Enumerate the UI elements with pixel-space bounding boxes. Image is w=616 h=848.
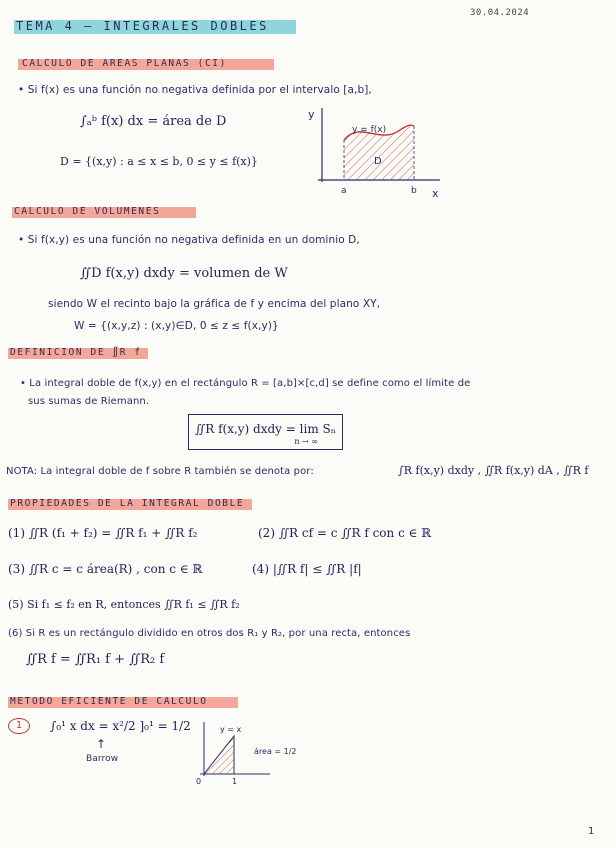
text-line: siendo W el recinto bajo la gráfica de f y encima del plano XY,: [48, 298, 381, 310]
example-integral: ∫₀¹ x dx = x²/2 ]₀¹ = 1/2: [50, 719, 191, 733]
property-6-formula: ∬R f = ∬R₁ f + ∬R₂ f: [26, 652, 165, 667]
section-heading-method: METODO EFICIENTE DE CALCULO: [10, 696, 208, 707]
property-4: (4) |∬R f| ≤ ∬R |f|: [252, 562, 362, 576]
barrow-label: Barrow: [86, 754, 119, 764]
property-3: (3) ∬R c = c área(R) , con c ∈ ℝ: [8, 562, 203, 576]
date: 30.04.2024: [470, 8, 530, 18]
property-5: (5) Si f₁ ≤ f₂ en R, entonces ∬R f₁ ≤ ∬R f₂: [8, 598, 240, 611]
section-heading-properties: PROPIEDADES DE LA INTEGRAL DOBLE: [10, 498, 245, 509]
integral-area: ∫ₐᵇ f(x) dx = área de D: [80, 114, 227, 129]
page-title: TEMA 4 — INTEGRALES DOBLES: [16, 19, 269, 33]
text-line: W = {(x,y,z) : (x,y)∈D, 0 ≤ z ≤ f(x,y)}: [74, 320, 279, 332]
text-line: • Si f(x) es una función no negativa definida por el intervalo [a,b],: [18, 84, 372, 96]
tick-1: 1: [232, 777, 238, 786]
property-6: (6) Si R es un rectángulo dividido en otros dos R₁ y R₂, por una recta, entonces: [8, 628, 411, 639]
riemann-limit-box: [188, 414, 343, 450]
property-1: (1) ∬R (f₁ + f₂) = ∬R f₁ + ∬R f₂: [8, 526, 198, 540]
riemann-limit: ∬R f(x,y) dxdy = lim Sₙ: [195, 422, 336, 436]
section-heading-definition: DEFINICION DE ∬R f: [10, 347, 142, 358]
page-number: 1: [588, 826, 595, 837]
axis-y-label: y: [308, 108, 315, 121]
text-line: • La integral doble de f(x,y) en el rectángulo R = [a,b]×[c,d] se define como el límite de: [20, 378, 471, 389]
note-text: NOTA: La integral doble de f sobre R también se denota por:: [6, 466, 314, 477]
limit-subscript: n → ∞: [294, 437, 318, 446]
curve-label: y = f(x): [352, 125, 387, 135]
area-value-label: área = 1/2: [254, 747, 297, 756]
example-number: 1: [8, 718, 30, 734]
text-line: • Si f(x,y) es una función no negativa definida en un dominio D,: [18, 234, 360, 246]
tick-a: a: [341, 186, 347, 196]
tick-0: 0: [196, 777, 202, 786]
property-2: (2) ∬R cf = c ∬R f con c ∈ ℝ: [258, 526, 432, 540]
line-label: y = x: [220, 725, 242, 734]
axis-x-label: x: [432, 187, 439, 200]
tick-b: b: [411, 186, 417, 196]
region-label: D: [374, 156, 382, 167]
section-heading-areas: CALCULO DE AREAS PLANAS (CI): [22, 58, 227, 69]
section-heading-volumes: CALCULO DE VOLUMENES: [14, 206, 161, 217]
area-graph: [300, 100, 450, 200]
triangle-graph: [190, 718, 300, 790]
integral-volume: ∬D f(x,y) dxdy = volumen de W: [80, 266, 288, 281]
domain-definition: D = {(x,y) : a ≤ x ≤ b, 0 ≤ y ≤ f(x)}: [60, 155, 258, 168]
arrow-up-icon: ↑: [96, 737, 107, 751]
text-line: sus sumas de Riemann.: [28, 396, 150, 407]
note-notations: ∫R f(x,y) dxdy , ∬R f(x,y) dA , ∬R f: [398, 464, 589, 477]
